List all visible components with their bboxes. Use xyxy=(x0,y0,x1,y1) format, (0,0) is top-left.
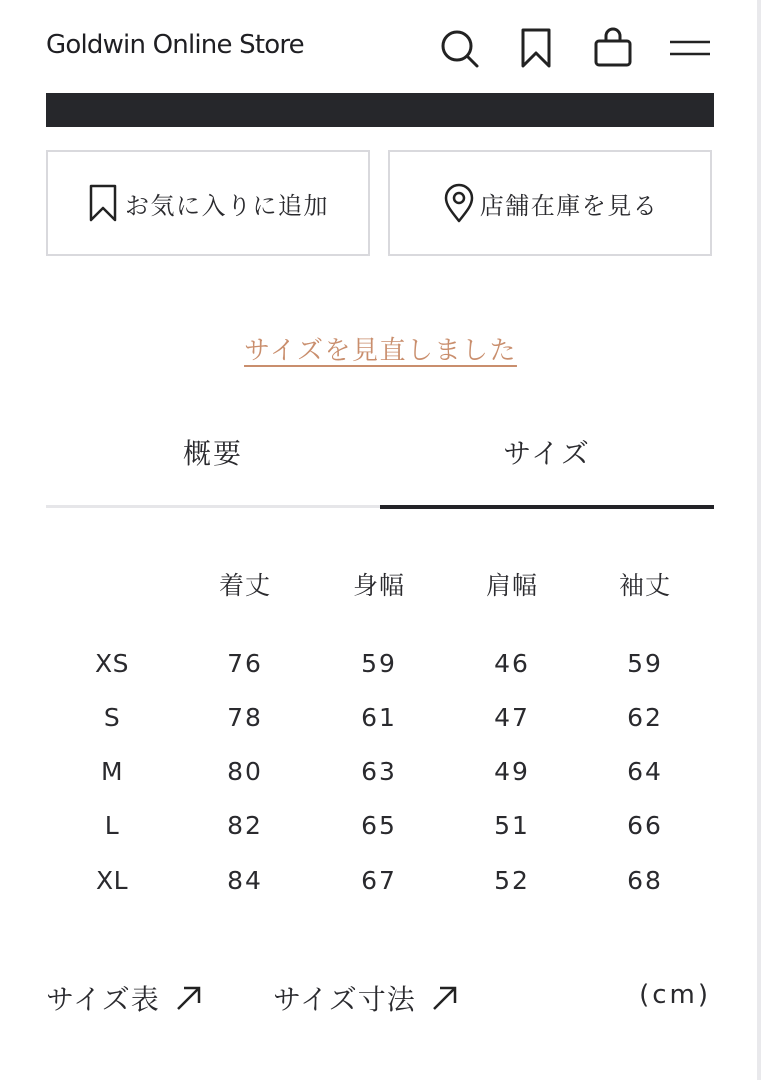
page-edge xyxy=(757,0,761,1080)
table-cell: 63 xyxy=(361,757,397,786)
site-header xyxy=(0,0,761,92)
table-cell: 68 xyxy=(627,866,663,895)
table-cell: 61 xyxy=(361,703,397,732)
table-cell: 65 xyxy=(361,811,397,840)
row-size-label: L xyxy=(104,811,120,840)
add-to-cart-bar[interactable] xyxy=(46,93,714,127)
location-pin-icon xyxy=(442,183,476,223)
table-cell: 82 xyxy=(227,811,263,840)
add-to-favorites-button[interactable] xyxy=(46,150,370,256)
external-link-arrow-icon xyxy=(174,983,204,1013)
table-cell: 47 xyxy=(494,703,530,732)
menu-icon[interactable] xyxy=(668,26,712,70)
row-size-label: XL xyxy=(95,866,129,895)
size-measurement-label: サイズ寸法 xyxy=(273,983,416,1016)
column-header: 着丈 xyxy=(218,571,271,600)
tab-size[interactable]: サイズ xyxy=(503,437,591,470)
add-to-favorites-label: お気に入りに追加 xyxy=(125,191,329,220)
column-header: 袖丈 xyxy=(618,571,671,600)
row-size-label: M xyxy=(100,757,124,786)
table-cell: 51 xyxy=(494,811,530,840)
table-cell: 59 xyxy=(361,649,397,678)
table-cell: 59 xyxy=(627,649,663,678)
external-link-arrow-icon xyxy=(430,983,460,1013)
table-cell: 52 xyxy=(494,866,530,895)
tab-overview[interactable]: 概要 xyxy=(182,437,243,470)
table-cell: 67 xyxy=(361,866,397,895)
row-size-label: XS xyxy=(95,649,129,678)
store-stock-button[interactable] xyxy=(388,150,712,256)
size-chart-label: サイズ表 xyxy=(46,983,160,1016)
cart-icon[interactable] xyxy=(591,26,635,70)
column-header: 身幅 xyxy=(352,571,405,600)
size-chart-link[interactable] xyxy=(46,978,204,1018)
table-cell: 62 xyxy=(627,703,663,732)
bookmark-icon[interactable] xyxy=(514,26,558,70)
size-revised-link[interactable]: サイズを見直しました xyxy=(244,336,517,366)
table-cell: 76 xyxy=(227,649,263,678)
search-icon[interactable] xyxy=(437,26,481,70)
store-logo[interactable]: Goldwin Online Store xyxy=(46,30,304,60)
size-revised-notice xyxy=(0,330,761,367)
table-cell: 66 xyxy=(627,811,663,840)
table-cell: 80 xyxy=(227,757,263,786)
table-cell: 64 xyxy=(627,757,663,786)
size-measurement-link[interactable] xyxy=(273,978,460,1018)
unit-label: (cm) xyxy=(639,980,711,1010)
tab-active-indicator xyxy=(380,505,714,509)
table-cell: 49 xyxy=(494,757,530,786)
table-cell: 46 xyxy=(494,649,530,678)
table-cell: 84 xyxy=(227,866,263,895)
store-stock-label: 店舗在庫を見る xyxy=(479,191,659,220)
column-header: 肩幅 xyxy=(485,571,538,600)
row-size-label: S xyxy=(103,703,121,732)
bookmark-icon xyxy=(87,183,121,223)
table-cell: 78 xyxy=(227,703,263,732)
